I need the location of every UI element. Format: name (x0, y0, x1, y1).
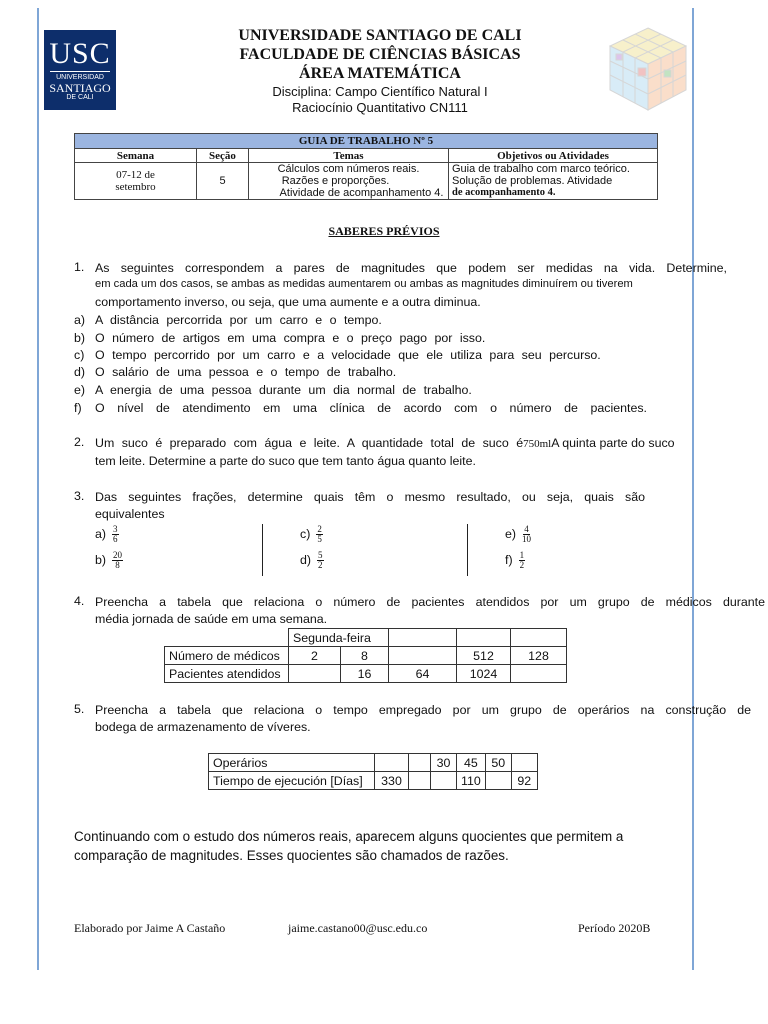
q1-item-text: O tempo percorrido por um carro e a velocidade que ele utiliza para seu percurso. (95, 348, 601, 362)
footer-author: Elaborado por Jaime A Castaño (74, 921, 226, 935)
fraction-item: d) $\frac{5}{2}$ (300, 549, 323, 570)
table-row: Pacientes atendidos 16 64 1024 (165, 665, 567, 683)
guide-header-week: Semana (75, 149, 197, 163)
faculty-name: FACULDADE DE CIÊNCIAS BÁSICAS (239, 46, 521, 63)
table-row: Número de médicos 2 8 512 128 (165, 647, 567, 665)
fraction-divider (262, 524, 263, 576)
area-name: ÁREA MATEMÁTICA (299, 65, 461, 82)
q1-number: 1. (74, 260, 85, 274)
q4-number: 4. (74, 594, 85, 608)
table-row: Tiempo de ejecución [Días] 330 110 92 (209, 772, 538, 790)
fraction-item: b) $\frac{20}{8}$ (95, 549, 123, 570)
q5-line2: bodega de armazenamento de víveres. (95, 720, 311, 734)
patients-table-header: Segunda-feira (289, 629, 389, 647)
fraction-divider (467, 524, 468, 576)
university-name: UNIVERSIDADE SANTIAGO DE CALI (238, 27, 522, 44)
logo-abbr: USC (49, 36, 111, 70)
patients-table (164, 628, 567, 683)
guide-table (74, 133, 658, 200)
q2-line2: tem leite. Determine a parte do suco que tem tanto água quanto leite. (95, 454, 476, 468)
q1-item-label: e) (74, 383, 86, 397)
discipline-name: Disciplina: Campo Científico Natural I (272, 84, 488, 99)
fraction-item: a) $\frac{3}{6}$ (95, 523, 118, 544)
university-logo (44, 30, 116, 110)
q1-item-text: O salário de uma pessoa e o tempo de trabalho. (95, 365, 397, 379)
q3-line2: equivalentes (95, 507, 165, 521)
q1-item-label: f) (74, 401, 82, 415)
q5-line1: Preencha a tabela que relaciona o tempo empregado por um grupo de operários na construção de (95, 703, 751, 717)
q1-item-text: A energia de uma pessoa durante um dia normal de trabalho. (95, 383, 472, 397)
q1-item-label: a) (74, 313, 86, 327)
guide-section: 5 (197, 163, 249, 200)
q3-number: 3. (74, 489, 85, 503)
guide-header-topics: Temas (249, 149, 449, 163)
q1-line1: As seguintes correspondem a pares de magnitudes que podem ser medidas na vida. Determine, (95, 261, 727, 275)
footer-period: Período 2020B (578, 921, 651, 935)
q4-line2: média jornada de saúde em uma semana. (95, 612, 328, 626)
footer-email: jaime.castano00@usc.edu.co (288, 921, 428, 935)
logo-line2: SANTIAGO (49, 80, 111, 95)
q4-line1: Preencha a tabela que relaciona o número de pacientes atendidos por um grupo de médicos durante (95, 595, 765, 609)
q1-item-text: O número de artigos em uma compra e o preço pago por isso. (95, 331, 486, 345)
q1-item-text: A distância percorrida por um carro e o tempo. (95, 313, 382, 327)
fraction-item: c) $\frac{2}{5}$ (300, 523, 322, 544)
table-row: Operários 30 45 50 (209, 754, 538, 772)
guide-week: 07-12 de setembro (75, 163, 197, 200)
left-margin-line (37, 8, 39, 970)
q5-number: 5. (74, 702, 85, 716)
logo-line1: UNIVERSIDAD (56, 73, 104, 81)
rubik-cube-icon (606, 24, 690, 114)
q1-line3: comportamento inverso, ou seja, que uma aumente e a outra diminua. (95, 295, 481, 309)
q3-line1: Das seguintes frações, determine quais têm o mesmo resultado, ou seja, quais são (95, 490, 645, 504)
q2-line1: Um suco é preparado com água e leite. A quantidade total de suco é750mlA quinta parte do suco (95, 436, 675, 450)
fraction-item: e) $\frac{4}{10}$ (505, 523, 532, 544)
q1-item-label: c) (74, 348, 85, 362)
guide-objectives: Guia de trabalho com marco teórico. Solução de problemas. Atividade de acompanhamento 4. (449, 163, 658, 200)
course-name: Raciocínio Quantitativo CN111 (292, 100, 468, 115)
guide-header-section: Seção (197, 149, 249, 163)
workers-table (208, 753, 538, 790)
q2-number: 2. (74, 435, 85, 449)
guide-title: GUIA DE TRABALHO Nº 5 (75, 134, 658, 149)
right-margin-line (692, 8, 694, 970)
closing-line2: comparação de magnitudes. Esses quocientes são chamados de razões. (74, 848, 509, 863)
closing-line1: Continuando com o estudo dos números reais, aparecem alguns quocientes que permitem a (74, 829, 624, 844)
section-title: SABERES PRÉVIOS (328, 224, 440, 238)
guide-header-objectives: Objetivos ou Atividades (449, 149, 658, 163)
fraction-item: f) $\frac{1}{2}$ (505, 549, 525, 570)
q1-item-text: O nível de atendimento em uma clínica de acordo com o número de pacientes. (95, 401, 647, 415)
logo-line3: DE CALI (66, 93, 94, 101)
q1-item-label: b) (74, 331, 86, 345)
q1-item-label: d) (74, 365, 86, 379)
q1-line2: em cada um dos casos, se ambas as medidas aumentarem ou ambas as magnitudes diminuírem ou tiverem (95, 278, 633, 290)
guide-topics: Cálculos com números reais. Razões e proporções. Atividade de acompanhamento 4. (249, 163, 449, 200)
